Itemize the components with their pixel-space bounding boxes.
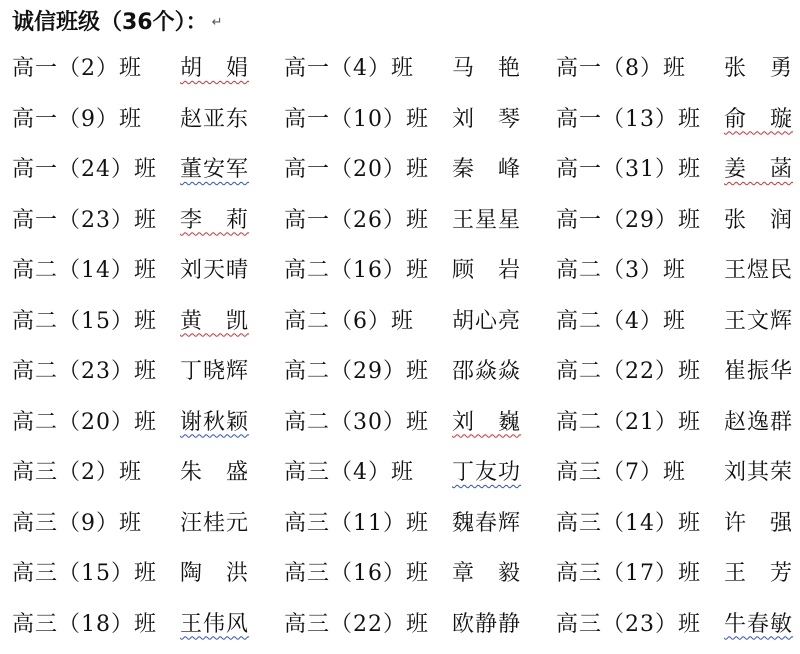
student-name: 刘其荣 (724, 460, 794, 485)
class-label: 高一（10）班 (284, 106, 429, 132)
student-name: 汪桂元 (180, 510, 250, 536)
class-label: 高三（16）班 (284, 561, 429, 586)
class-label: 高二（14）班 (12, 258, 157, 283)
student-name: 刘天晴 (180, 258, 250, 283)
class-label: 高一（8）班 (556, 56, 686, 81)
class-label: 高一（24）班 (12, 157, 157, 182)
student-name: 王星星 (452, 207, 522, 233)
list-row (12, 145, 800, 196)
student-name: 秦 峰 (452, 157, 522, 182)
paragraph-mark-icon: ↵ (211, 15, 223, 30)
class-label: 高二（3）班 (556, 258, 686, 283)
class-label: 高一（4）班 (284, 56, 414, 81)
class-label: 高二（21）班 (556, 409, 701, 435)
student-name: 刘 琴 (452, 106, 522, 132)
document-heading (12, 6, 223, 40)
list-row (12, 549, 800, 600)
student-name: 许 强 (724, 510, 794, 536)
student-name: 朱 盛 (180, 460, 250, 485)
class-label: 高一（13）班 (556, 106, 701, 132)
class-label: 高三（18）班 (12, 611, 157, 637)
class-label: 高二（15）班 (12, 308, 157, 334)
student-name: 谢秋颖 (180, 409, 250, 435)
list-row (12, 196, 800, 247)
student-name: 欧静静 (452, 611, 522, 637)
class-name-list (12, 44, 800, 650)
class-label: 高三（14）班 (556, 510, 701, 536)
student-name: 李 莉 (180, 207, 250, 233)
class-label: 高二（23）班 (12, 359, 157, 384)
student-name: 牛春敏 (724, 611, 794, 637)
list-row (12, 600, 800, 651)
class-label: 高一（9）班 (12, 106, 142, 132)
list-row (12, 95, 800, 146)
student-name: 王伟风 (180, 611, 250, 637)
student-name: 黄 凯 (180, 308, 250, 334)
student-name: 刘 巍 (452, 409, 522, 435)
class-label: 高三（15）班 (12, 561, 157, 586)
student-name: 王 芳 (724, 561, 794, 586)
student-name: 邵焱焱 (452, 359, 522, 384)
class-label: 高三（4）班 (284, 460, 414, 485)
class-label: 高二（22）班 (556, 359, 701, 384)
student-name: 章 毅 (452, 561, 522, 586)
class-label: 高二（29）班 (284, 359, 429, 384)
class-label: 高三（2）班 (12, 460, 142, 485)
list-row (12, 398, 800, 449)
list-row (12, 448, 800, 499)
class-label: 高三（22）班 (284, 611, 429, 637)
heading-text: 诚信班级（36个）： (12, 10, 208, 35)
class-label: 高二（6）班 (284, 308, 414, 334)
class-label: 高三（23）班 (556, 611, 701, 637)
student-name: 张 润 (724, 207, 794, 233)
student-name: 丁友功 (452, 460, 522, 485)
student-name: 俞 璇 (724, 106, 794, 132)
class-label: 高二（16）班 (284, 258, 429, 283)
student-name: 姜 菡 (724, 157, 794, 182)
class-label: 高一（23）班 (12, 207, 157, 233)
list-row (12, 44, 800, 95)
student-name: 王煜民 (724, 258, 794, 283)
student-name: 顾 岩 (452, 258, 522, 283)
list-row (12, 347, 800, 398)
class-label: 高三（9）班 (12, 510, 142, 536)
student-name: 丁晓辉 (180, 359, 250, 384)
list-row (12, 297, 800, 348)
student-name: 胡 娟 (180, 56, 250, 81)
class-label: 高三（7）班 (556, 460, 686, 485)
student-name: 赵逸群 (724, 409, 794, 435)
class-label: 高一（2）班 (12, 56, 142, 81)
student-name: 崔振华 (724, 359, 794, 384)
student-name: 胡心亮 (452, 308, 522, 334)
class-label: 高二（20）班 (12, 409, 157, 435)
student-name: 张 勇 (724, 56, 794, 81)
class-label: 高一（31）班 (556, 157, 701, 182)
list-row (12, 246, 800, 297)
list-row (12, 499, 800, 550)
student-name: 魏春辉 (452, 510, 522, 536)
class-label: 高一（29）班 (556, 207, 701, 233)
class-label: 高二（4）班 (556, 308, 686, 334)
student-name: 陶 洪 (180, 561, 250, 586)
student-name: 马 艳 (452, 56, 522, 81)
class-label: 高二（30）班 (284, 409, 429, 435)
class-label: 高三（11）班 (284, 510, 429, 536)
student-name: 赵亚东 (180, 106, 250, 132)
student-name: 王文辉 (724, 308, 794, 334)
class-label: 高一（20）班 (284, 157, 429, 182)
class-label: 高三（17）班 (556, 561, 701, 586)
class-label: 高一（26）班 (284, 207, 429, 233)
student-name: 董安军 (180, 157, 250, 182)
